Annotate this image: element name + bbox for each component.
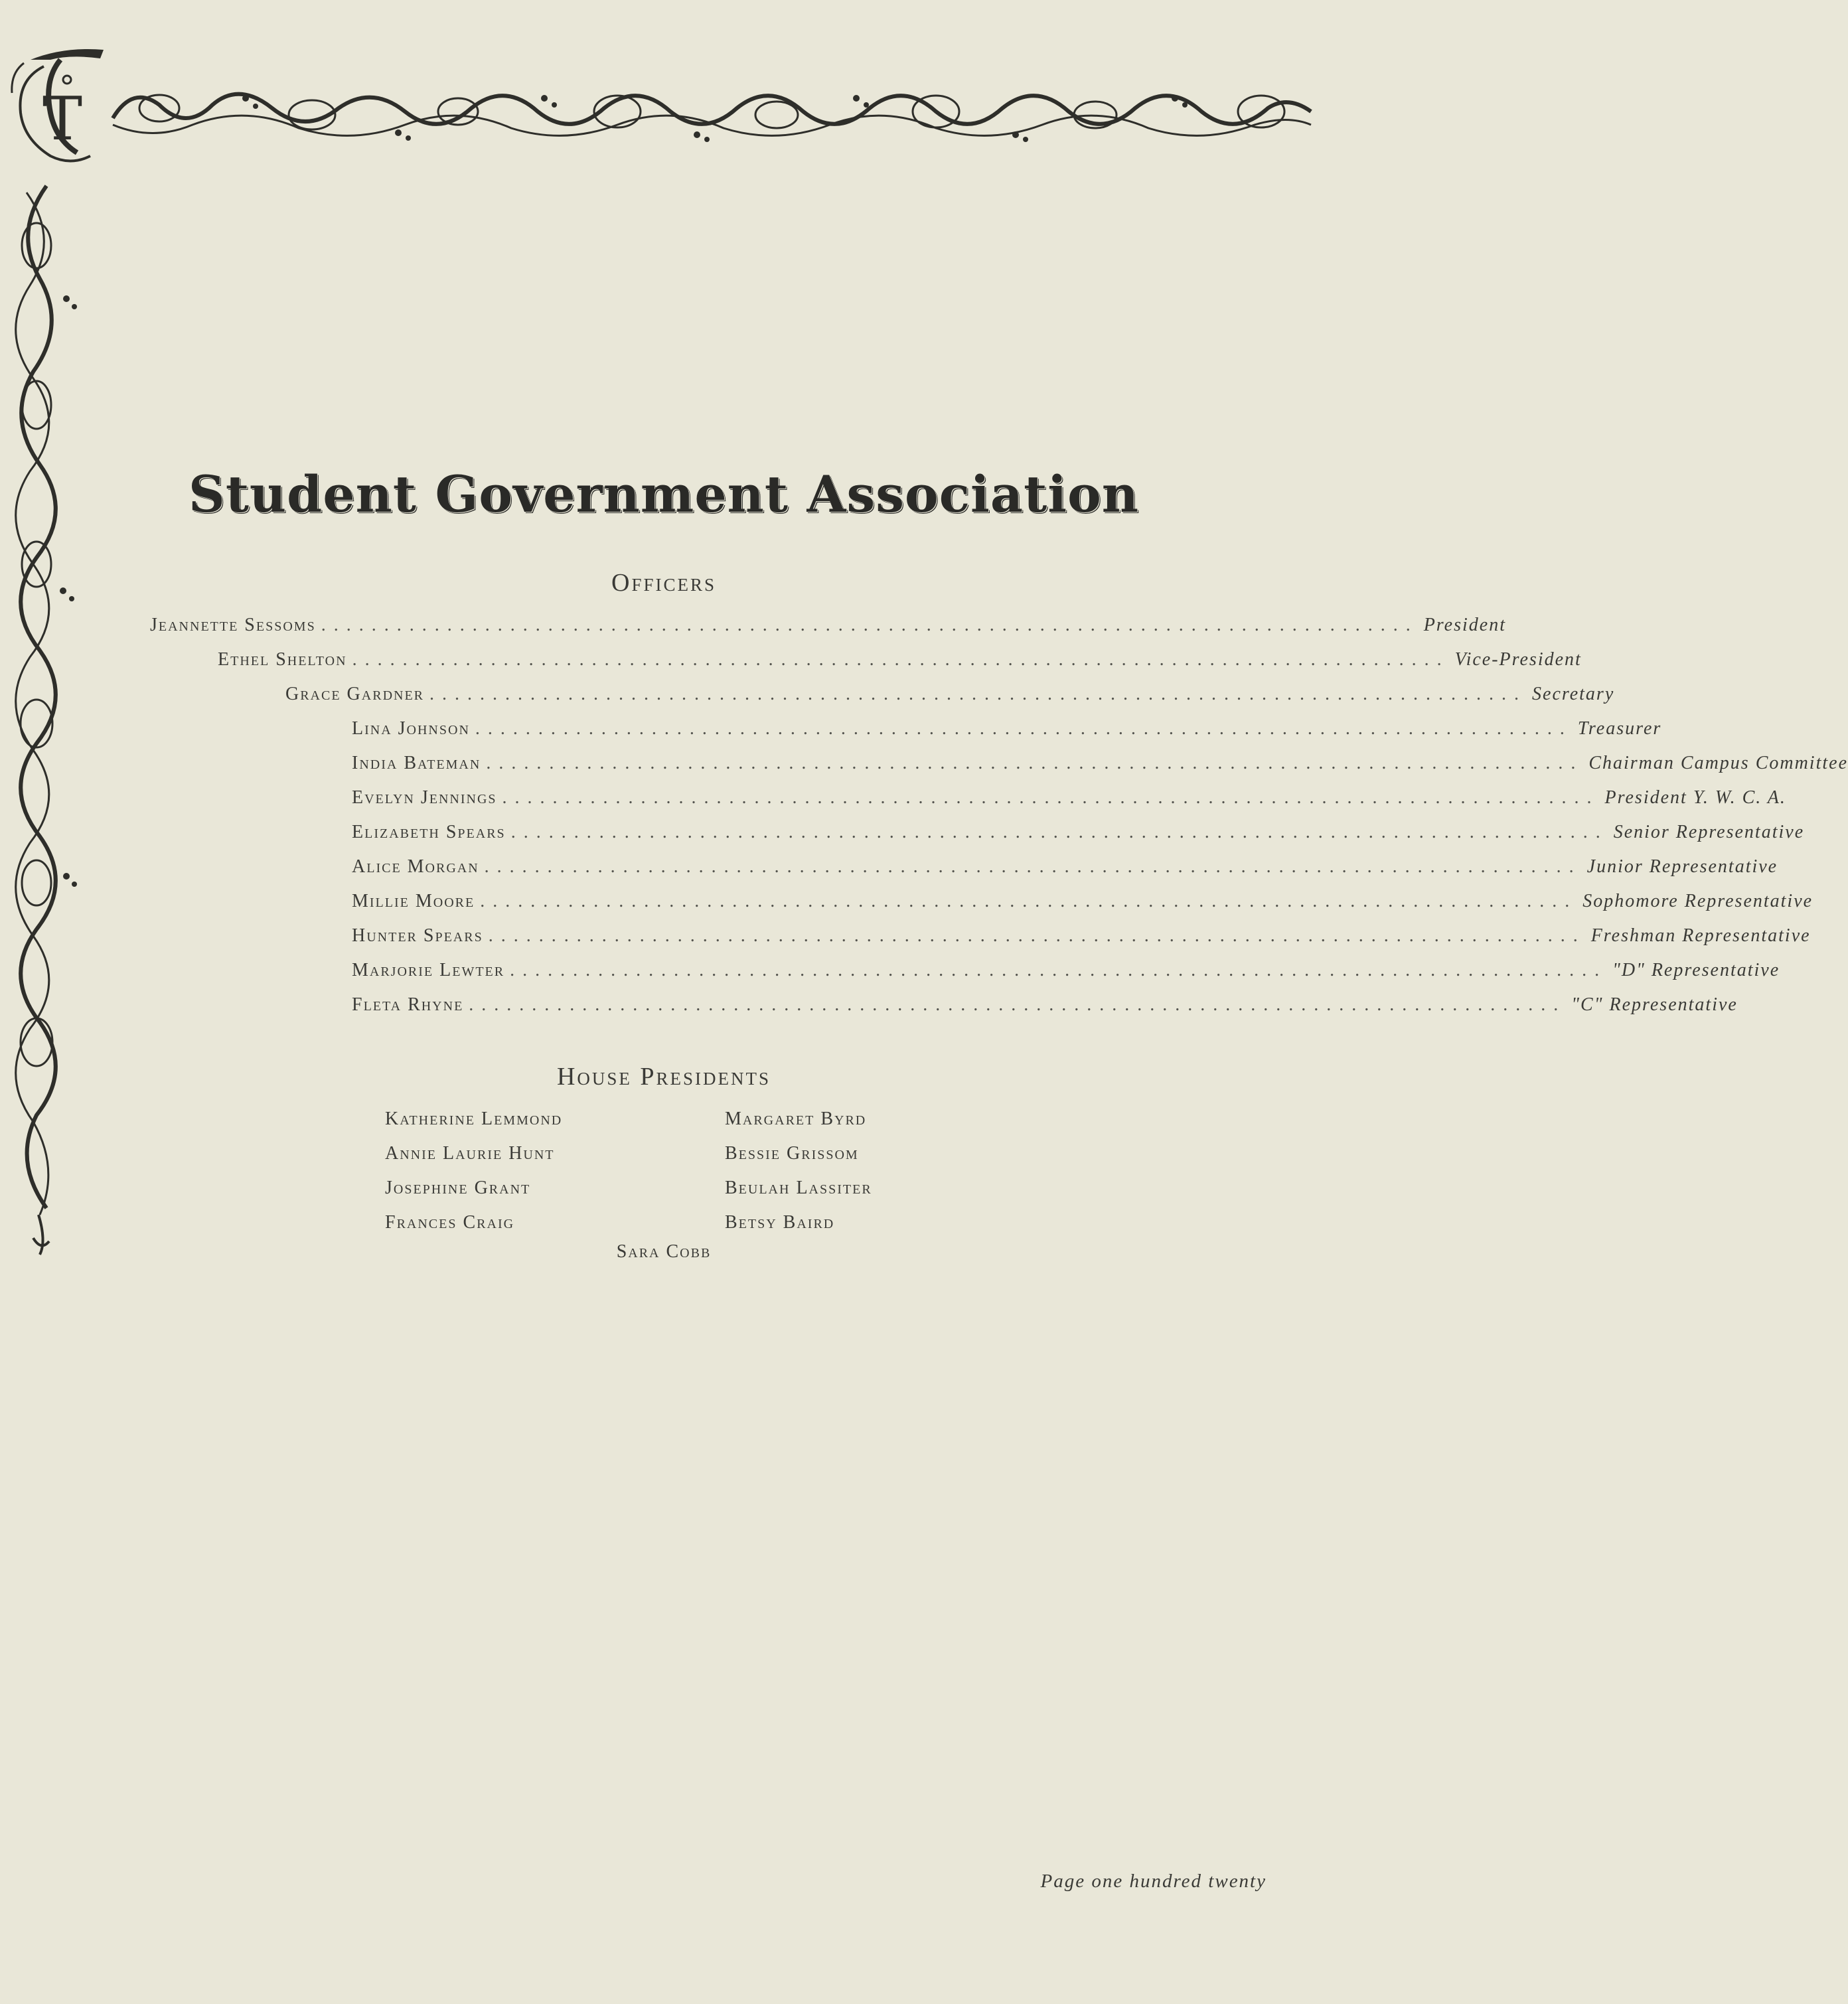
officer-name: Marjorie Lewter (352, 960, 505, 980)
officer-row (352, 891, 1813, 924)
officer-role: Sophomore Representative (1582, 891, 1813, 911)
officer-role: "C" Representative (1571, 994, 1738, 1015)
officer-name: Alice Morgan (352, 856, 479, 877)
officer-row (150, 615, 1506, 648)
officer-name: Ethel Shelton (218, 649, 347, 670)
officer-name: Fleta Rhyne (352, 994, 464, 1015)
officer-name: Lina Johnson (352, 718, 470, 739)
drop-cap-letter: T (42, 84, 83, 154)
page-title: Student Government Association (188, 465, 1140, 524)
house-president-name: Margaret Byrd (725, 1109, 867, 1129)
page-number-footer: Page one hundred twenty (1040, 1871, 1267, 1892)
officer-name: India Bateman (352, 753, 481, 773)
leader-dots: ....................................................................................... (352, 649, 1450, 670)
leader-dots: ....................................................................................... (484, 856, 1582, 877)
officer-name: Grace Gardner (285, 684, 425, 704)
house-president-name: Katherine Lemmond (385, 1109, 563, 1129)
house-president-name: Annie Laurie Hunt (385, 1143, 555, 1164)
officer-name: Elizabeth Spears (352, 822, 506, 842)
officer-row (352, 925, 1811, 959)
officer-name: Jeannette Sessoms (150, 615, 316, 635)
officer-row (352, 822, 1805, 855)
officer-role: Junior Representative (1586, 856, 1778, 877)
officer-row (352, 994, 1738, 1028)
leader-dots: ....................................................................................... (488, 925, 1586, 946)
officer-name: Millie Moore (352, 891, 475, 911)
leader-dots: ....................................................................................... (321, 615, 1419, 635)
house-presidents-heading: House Presidents (556, 1063, 771, 1091)
officer-row (352, 960, 1780, 993)
top-vine-border-ornament (113, 78, 1314, 151)
house-president-name: Frances Craig (385, 1212, 515, 1233)
leader-dots: ....................................................................................... (510, 822, 1608, 842)
officer-role: President Y. W. C. A. (1604, 787, 1786, 808)
officer-row (218, 649, 1582, 682)
officer-role: Vice-President (1454, 649, 1582, 670)
officer-role: Chairman Campus Committee (1588, 753, 1848, 773)
officer-role: President (1423, 615, 1506, 635)
leader-dots: ....................................................................................... (480, 891, 1578, 911)
leader-dots: ....................................................................................... (469, 994, 1567, 1015)
officer-role: Treasurer (1577, 718, 1662, 739)
leader-dots: ....................................................................................... (475, 718, 1573, 739)
leader-dots: ....................................................................................... (486, 753, 1584, 773)
officer-role: Senior Representative (1613, 822, 1805, 842)
officer-role: "D" Representative (1612, 960, 1780, 980)
leader-dots: ....................................................................................... (502, 787, 1600, 808)
house-president-name: Beulah Lassiter (725, 1178, 872, 1198)
officer-role: Freshman Representative (1590, 925, 1811, 946)
house-president-name-center: Sara Cobb (616, 1241, 712, 1262)
officer-row (352, 753, 1848, 786)
leader-dots: ....................................................................................... (429, 684, 1527, 704)
officer-name: Hunter Spears (352, 925, 483, 946)
house-president-name: Betsy Baird (725, 1212, 835, 1233)
house-president-name: Bessie Grissom (725, 1143, 859, 1164)
leader-dots: ....................................................................................... (510, 960, 1608, 980)
officer-row (285, 684, 1615, 717)
officer-name: Evelyn Jennings (352, 787, 497, 808)
officers-heading: Officers (611, 569, 716, 597)
officer-row (352, 718, 1662, 751)
officer-row (352, 787, 1786, 820)
officer-role: Secretary (1532, 684, 1615, 704)
house-president-name: Josephine Grant (385, 1178, 531, 1198)
officer-row (352, 856, 1778, 889)
